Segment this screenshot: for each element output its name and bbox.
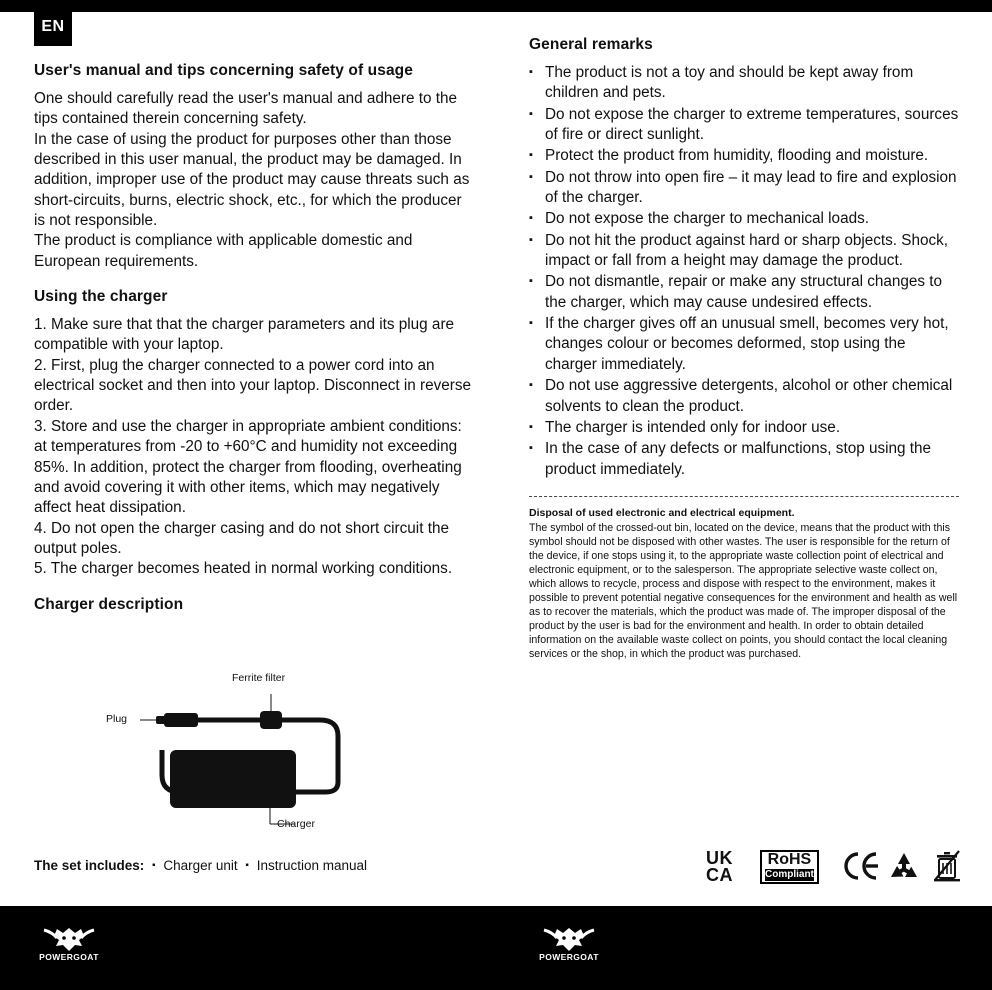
- rohs-line-1: RoHS: [767, 851, 812, 868]
- diagram-label-plug: Plug: [106, 713, 128, 725]
- general-remarks-list: [529, 63, 959, 480]
- brand-logo-text: POWERGOAT: [39, 952, 99, 962]
- using-step: 3. Store and use the charger in appropriate ambient conditions: at temperatures from -20 to +60°C and humidity not exceeding 85%. In addition, protect the charger from flooding, overheating and avoid covering it with other items, which may negatively affect heat dissipation.: [34, 417, 462, 517]
- ukca-line-1: UK: [706, 848, 733, 868]
- bullet-icon: ▪: [152, 860, 156, 871]
- crossed-out-bin-icon: [932, 849, 962, 888]
- brand-logo-text: POWERGOAT: [539, 952, 599, 962]
- set-includes: [34, 858, 367, 873]
- using-charger-heading: Using the charger: [34, 288, 168, 306]
- list-item: ▪ In the case of any defects or malfunctions, stop using the product immediately.: [529, 439, 959, 480]
- ukca-line-2: CA: [706, 865, 733, 886]
- set-includes-item: Charger unit: [163, 858, 238, 873]
- list-item: ▪ The product is not a toy and should be kept away from children and pets.: [529, 63, 959, 104]
- using-charger-steps: [34, 315, 474, 579]
- language-badge: EN: [34, 8, 72, 46]
- using-step: 4. Do not open the charger casing and do not short circuit the output poles.: [34, 519, 449, 557]
- list-item: ▪ Do not use aggressive detergents, alcohol or other chemical solvents to clean the product.: [529, 376, 959, 417]
- ce-mark-icon: [843, 851, 879, 886]
- disposal-title: Disposal of used electronic and electrical equipment.: [529, 506, 795, 519]
- manual-paragraph: The product is compliance with applicable domestic and European requirements.: [34, 232, 413, 270]
- set-includes-item: Instruction manual: [256, 858, 368, 873]
- rohs-line-2: Compliant: [765, 868, 814, 880]
- list-item: ▪ Do not expose the charger to extreme temperatures, sources of fire or direct sunlight.: [529, 105, 959, 146]
- goat-head-icon: [532, 924, 606, 954]
- brand-logo: [532, 924, 606, 970]
- recycle-icon: [886, 850, 922, 887]
- ukca-mark: [706, 850, 733, 885]
- list-item: ▪ Do not throw into open fire – it may lead to fire and explosion of the charger.: [529, 168, 959, 209]
- general-remarks-heading: General remarks: [529, 36, 653, 53]
- list-item: ▪ The charger is intended only for indoor use.: [529, 418, 959, 438]
- using-step: 5. The charger becomes heated in normal working conditions.: [34, 560, 453, 578]
- using-step: 2. First, plug the charger connected to a power cord into an electrical socket and then into your laptop. Disconnect in reverse order.: [34, 356, 472, 415]
- bottom-black-bar: [0, 906, 992, 990]
- list-item: ▪ If the charger gives off an unusual smell, becomes very hot, changes colour or becomes deformed, stop using the charger immediately.: [529, 314, 959, 375]
- list-item: ▪ Do not hit the product against hard or sharp objects. Shock, impact or fall from a height may damage the product.: [529, 231, 959, 272]
- charger-description-heading: Charger description: [34, 595, 184, 613]
- certification-marks: [700, 848, 960, 894]
- goat-head-icon: [32, 924, 106, 954]
- list-item: ▪ Do not expose the charger to mechanical loads.: [529, 209, 959, 229]
- top-black-bar: [0, 0, 992, 12]
- set-includes-label: The set includes:: [34, 858, 145, 873]
- manual-heading: User's manual and tips concerning safety of usage: [34, 62, 413, 79]
- left-column: [34, 62, 474, 623]
- disposal-body: The symbol of the crossed-out bin, located on the device, means that the product with this symbol should not be disposed with other wastes. The user is responsible for the return of the device, if one stops using it, to the appropriate waste collection point of electrical and electronic equipment, or to the salesperson. The appropriate selective waste collect on, which allows to recycle, process and dispose with respect to the environment, makes it possible to prevent potential negative consequences for the environment and health as well as to recover the materials, which the product was made of. The improper disposal of the product by the user is bad for the environment and health. In order to obtain detailed information on the available waste collect on points, you should contact the local cleaning services or the shop, in which the product was purchased.: [529, 521, 958, 660]
- charger-diagram: [106, 672, 450, 847]
- right-column: [529, 36, 959, 662]
- rohs-mark: [760, 850, 819, 884]
- brand-logo: [32, 924, 106, 970]
- using-step: 1. Make sure that that the charger parameters and its plug are compatible with your laptop.: [34, 316, 455, 354]
- list-item: ▪ Do not dismantle, repair or make any structural changes to the charger, which may cause undesired effects.: [529, 272, 959, 313]
- diagram-label-charger: Charger: [277, 818, 315, 830]
- manual-paragraph: One should carefully read the user's manual and adhere to the tips contained therein concerning safety.: [34, 90, 458, 128]
- diagram-label-ferrite-filter: Ferrite filter: [232, 672, 286, 684]
- manual-paragraph: In the case of using the product for purposes other than those described in this user manual, the product may be damaged. In addition, improper use of the product may cause threats such as short-circuits, burns, electric shock, etc., for which the producer is not responsible.: [34, 130, 470, 230]
- section-divider: [529, 496, 959, 497]
- list-item: ▪ Protect the product from humidity, flooding and moisture.: [529, 146, 959, 166]
- manual-paragraphs: [34, 89, 474, 272]
- bullet-icon: ▪: [245, 860, 249, 871]
